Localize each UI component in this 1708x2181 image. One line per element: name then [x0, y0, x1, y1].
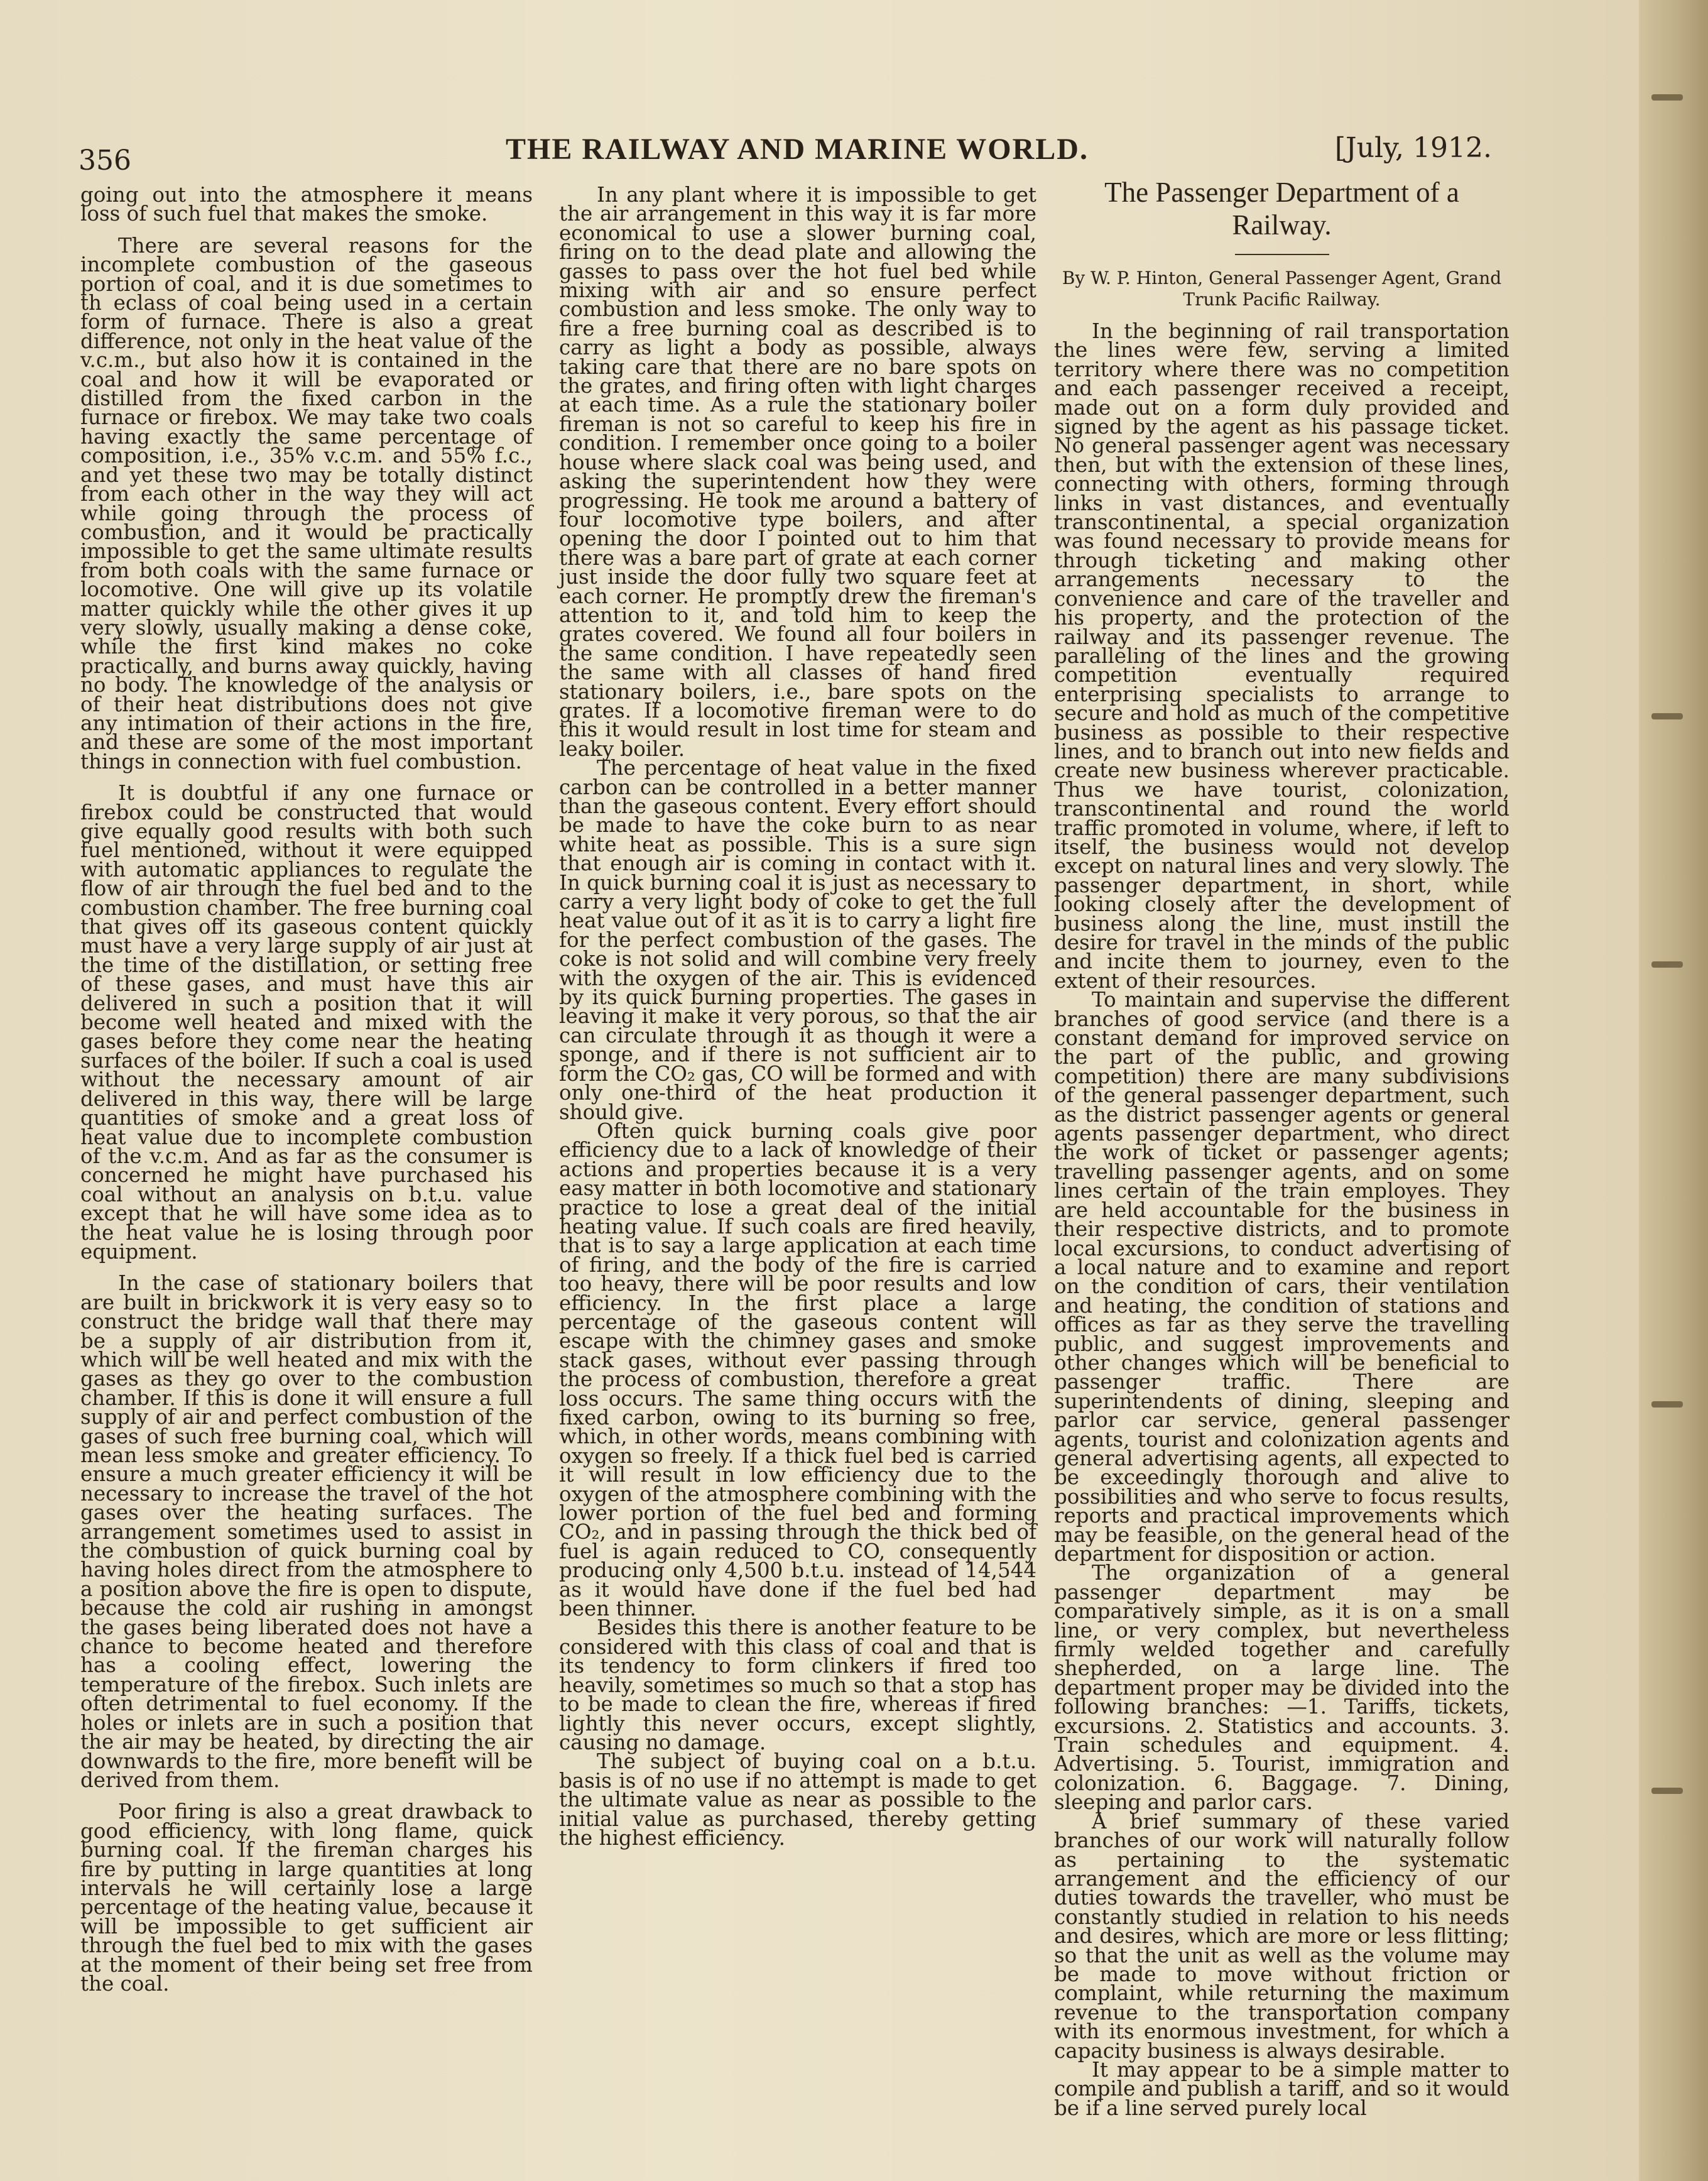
- binding-tab: [1651, 713, 1683, 719]
- paragraph: A brief summary of these varied branches of our work will naturally follow as pertaining to the systematic arrangement and the efficiency of our duties towards the traveller, who must be constantly studied in relation to his needs and desires, which are more or less flitting; so that the unit as well as the volume may be made to move without friction or complaint, while returning the maximum revenue to the transportation company with its enormous investment, for which a capacity business is always desirable.: [1054, 1809, 1509, 2063]
- column-1: [80, 183, 533, 1996]
- paragraph: Besides this there is another feature to be considered with this class of coal and that is its tendency to form clinkers if fired too heavily, sometimes so much so that a stop has to be made to clean the fire, whereas if fired lightly this never occurs, except slightly, causing no damage.: [559, 1615, 1036, 1754]
- article-title: The Passenger Department of a Railway.: [1104, 177, 1459, 241]
- paragraph: going out into the atmosphere it means loss of such fuel that makes the smoke.: [80, 183, 533, 226]
- paragraph: It is doubtful if any one furnace or firebox could be constructed that would give equally good results with both such fuel mentioned, without it were equipped with automatic appliances to regulate the flow of air through the fuel bed and to the combustion chamber. The free burning coal that gives off its gaseous content quickly must have a very large supply of air just at the time of the distillation, or setting free of these gases, and must have this air delivered in such a position that it will become well heated and mixed with the gases before they come near the heating surfaces of the boiler. If such a coal is used without the necessary amount of air delivered in this way, there will be large quantities of smoke and a great loss of heat value due to incomplete combustion of the v.c.m. And as far as the consumer is concerned he might have purchased his coal without an analysis on b.t.u. value except that he will have some idea as to the heat value he is losing through poor equipment.: [80, 781, 533, 1264]
- paragraph: The percentage of heat value in the fixed carbon can be controlled in a better manner than the gaseous content. Every effort should be made to have the coke burn to as near white heat as possible. This is a sure sign that enough air is coming in contact with it. In quick burning coal it is just as necessary to carry a very light body of coke to get the full heat value out of it as it is to carry a light fire for the perfect combustion of the gases. The coke is not solid and will combine very freely with the oxygen of the air. This is evidenced by its quick burning properties. The gases in leaving it make it very porous, so that the air can circulate through it as though it were a sponge, and if there is not sufficient air to form the CO₂ gas, CO will be formed and with only one-third of the heat production it should give.: [559, 756, 1036, 1124]
- binding-tab: [1651, 1788, 1683, 1794]
- binding-edge: [1639, 0, 1708, 2181]
- paragraph: In the beginning of rail transportation the lines were few, serving a limited territory where there was no competition and each passenger received a receipt, made out on a form duly provided and signed by the agent as his passage ticket. No general passenger agent was necessary then, but with the extension of these lines, connecting with others, forming through links in vast distances, and eventually transcontinental, a special organization was found necessary to provide means for through ticketing and making other arrangements necessary to the convenience and care of the traveller and his property, and the protection of the railway and its passenger revenue. The paralleling of the lines and the growing competition eventually required enterprising specialists to arrange to secure and hold as much of the competitive business as possible to their respective lines, and to branch out into new fields and create new business wherever practicable. Thus we have tourist, colonization, transcontinental and round the world traffic promoted in volume, where, if left to itself, the business would not develop except on natural lines and very slowly. The passenger department, in short, while looking closely after the development of business along the line, must instill the desire for travel in the minds of the public and incite them to journey, even to the extent of their resources.: [1054, 319, 1509, 993]
- binding-tab: [1651, 1401, 1683, 1408]
- column-3: [1054, 176, 1509, 2118]
- paragraph: It may appear to be a simple matter to compile and publish a tariff, and so it would be if a line served purely local: [1054, 2057, 1509, 2120]
- binding-tab: [1651, 94, 1683, 101]
- issue-date: [July, 1912.: [1334, 132, 1492, 164]
- paragraph: The subject of buying coal on a b.t.u. basis is of no use if no attempt is made to get the ultimate value as near as possible to the initial value as purchased, thereby getting the highest efficiency.: [559, 1749, 1036, 1850]
- binding-tab: [1651, 961, 1683, 968]
- paragraph: In any plant where it is impossible to get the air arrangement in this way it is far more economical to use a slower burning coal, firing on to the dead plate and allowing the gasses to pass over the hot fuel bed while mixing with air and so ensure perfect combustion and less smoke. The only way to fire a free burning coal as described is to carry as light a body as possible, always taking care that there are no bare spots on the grates, and firing often with light charges at each time. As a rule the stationary boiler fireman is not so careful to keep his fire in condition. I remember once going to a boiler house where slack coal was being used, and asking the superintendent how they were progressing. He took me around a battery of four locomotive type boilers, and after opening the door I pointed out to him that there was a bare part of grate at each corner just inside the door fully two square feet at each corner. He promptly drew the fireman's attention to it, and told him to keep the grates covered. We found all four boilers in the same condition. I have repeatedly seen the same with all classes of hand fired stationary boilers, i.e., bare spots on the grates. If a locomotive fireman were to do this it would result in lost time for steam and leaky boiler.: [559, 183, 1036, 761]
- title-divider: [1235, 254, 1329, 255]
- article-byline: By W. P. Hinton, General Passenger Agent, Grand Trunk Pacific Railway.: [1062, 268, 1502, 310]
- paragraph: There are several reasons for the incomplete combustion of the gaseous portion of coal, and it is due sometimes to th eclass of coal being used in a certain form of furnace. There is also a great difference, not only in the heat value of the v.c.m., but also how it is contained in the coal and how it will be evaporated or distilled from the fixed carbon in the furnace or firebox. We may take two coals having exactly the same percentage of composition, i.e., 35% v.c.m. and 55% f.c., and yet these two may be totally distinct from each other in the way they will act while going through the process of combustion, and it would be practically impossible to get the same ultimate results from both coals with the same furnace or locomotive. One will give up its volatile matter quickly while the other gives it up very slowly, usually making a dense coke, while the first kind makes no coke practically, and burns away quickly, having no body. The knowledge of the analysis or of their heat distributions does not give any intimation of their actions in the fire, and these are some of the most important things in connection with fuel combustion.: [80, 233, 533, 773]
- page-number: 356: [79, 145, 131, 177]
- paragraph: Poor firing is also a great drawback to good efficiency, with long flame, quick burning coal. If the fireman charges his fire by putting in large quantities at long intervals he will certainly lose a large percentage of the heating value, because it will be impossible to get sufficient air through the fuel bed to mix with the gases at the moment of their being set free from the coal.: [80, 1800, 533, 1996]
- page-header: [79, 132, 1492, 182]
- paragraph: Often quick burning coals give poor efficiency due to a lack of knowledge of their actions and properties because it is a very easy matter in both locomotive and stationary practice to lose a great deal of the initial heating value. If such coals are fired heavily, that is to say a large application at each time of firing, and the body of the fire is carried too heavy, there will be poor results and low efficiency. In the first place a large percentage of the gaseous content will escape with the chimney gases and smoke stack gases, without ever passing through the process of combustion, therefore a great loss occurs. The same thing occurs with the fixed carbon, owing to its burning so free, which, in other words, means combining with oxygen so freely. If a thick fuel bed is carried it will result in low efficiency due to the oxygen of the atmosphere combining with the lower portion of the fuel bed and forming CO₂, and in passing through the thick bed of fuel is again reduced to CO, consequently producing only 4,500 b.t.u. instead of 14,544 as it would have done if the fuel bed had been thinner.: [559, 1118, 1036, 1621]
- paragraph: To maintain and supervise the different branches of good service (and there is a constant demand for improved service on the part of the public, and growing competition) there are many subdivisions of the general passenger department, such as the district passenger agents or general agents passenger department, who direct the work of ticket or passenger agents; travelling passenger agents, and on some lines certain of the train employes. They are held accountable for the business in their respective districts, and to promote local excursions, to conduct advertising of a local nature and to examine and report on the condition of cars, their ventilation and heating, the condition of stations and offices as far as they serve the travelling public, and suggest improvements and other changes which will be beneficial to passenger traffic. There are superintendents of dining, sleeping and parlor car service, general passenger agents, tourist and colonization agents and general advertising agents, all expected to be exceedingly thorough and alive to possibilities and who serve to focus results, reports and practical improvements which may be feasible, on the general head of the department for disposition or action.: [1054, 988, 1509, 1566]
- journal-title: THE RAILWAY AND MARINE WORLD.: [506, 133, 1089, 166]
- column-2: [559, 183, 1036, 1850]
- paragraph: In the case of stationary boilers that are built in brickwork it is very easy so to construct the bridge wall that there may be a supply of air distribution from it, which will be well heated and mix with the gases as they go over to the combustion chamber. If this is done it will ensure a full supply of air and perfect combustion of the gases of such free burning coal, which will mean less smoke and greater efficiency. To ensure a much greater efficiency it will be necessary to increase the travel of the hot gases over the heating surfaces. The arrangement sometimes used to assist in the combustion of quick burning coal by having holes direct from the atmosphere to a position above the fire is open to dispute, because the cold air rushing in amongst the gases being liberated does not have a chance to become heated and therefore has a cooling effect, lowering the temperature of the firebox. Such inlets are often detrimental to fuel economy. If the holes or inlets are in such a position that the air may be heated, by directing the air downwards to the fire, more benefit will be derived from them.: [80, 1271, 533, 1792]
- paragraph: The organization of a general passenger department may be comparatively simple, as it is on a small line, or very complex, but nevertheless firmly welded together and carefully shepherded, on a large line. The department proper may be divided into the following branches: —1. Tariffs, tickets, excursions. 2. Statistics and accounts. 3. Train schedules and equipment. 4. Advertising. 5. Tourist, immigration and colonization. 6. Baggage. 7. Dining, sleeping and parlor cars.: [1054, 1561, 1509, 1815]
